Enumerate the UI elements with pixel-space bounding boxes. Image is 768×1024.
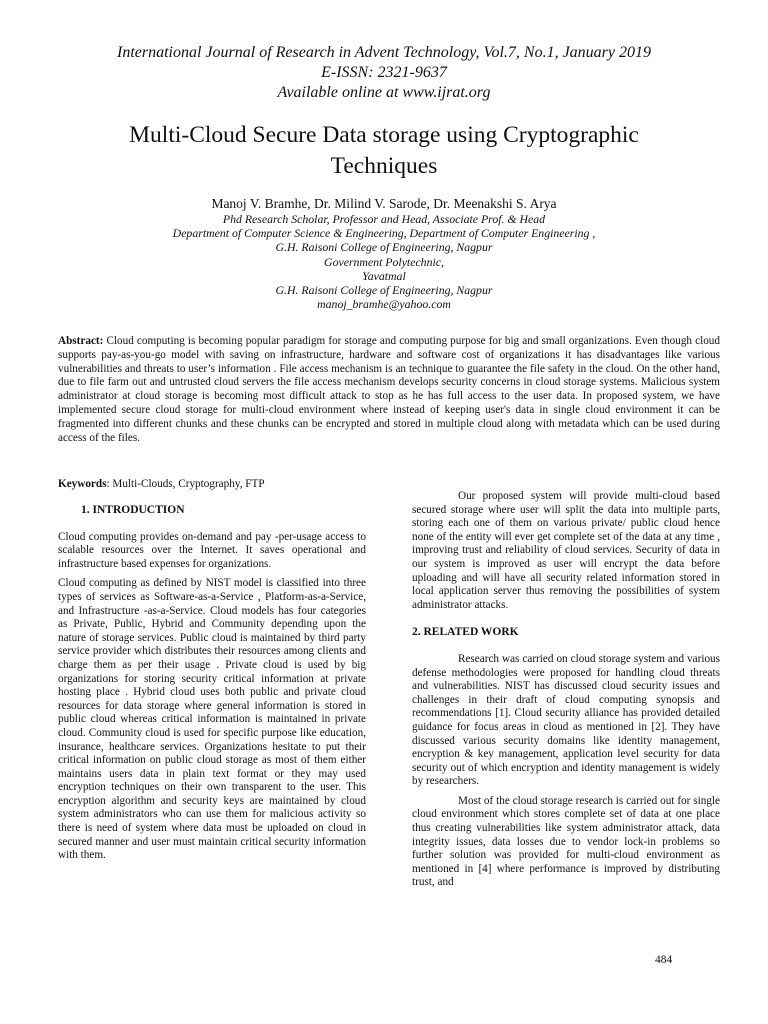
section-heading-introduction: 1. INTRODUCTION: [81, 504, 185, 516]
section-heading-related-work: 2. RELATED WORK: [412, 626, 519, 639]
abstract-text: Cloud computing is becoming popular paradigm for storage and computing purpose for big and small organizations. Even though cloud supports pay-as-you-go model with saving on infrastructure, hardware and software cost of organizations it has disadvantages like various vulnerabilities and threats to user’s information . File access mechanism is an technique to guarantee the file safety in the cloud. On the other hand, due to file farm out and untrusted cloud servers the file access mechanism develops security concerns in cloud storage systems. Malicious system administrator at cloud storage is becoming most difficult attack to stop as he has full access to the user data. In proposed system, we have implemented secure cloud storage for multi-cloud environment where instead of keeping user's data in single cloud environment it can be fragmented into different chunks and these chunks can be encrypted and stored in multiple cloud along with metadata which can be used during access of the files.: [58, 335, 720, 444]
paper-title: [60, 120, 708, 182]
related-work-paragraph-2: Most of the cloud storage research is carried out for single cloud environment which stores complete set of data at one place thus creating vulnerabilities like system administrator attack, data integrity issues, data losses due to vendor lock-in problems so further solution was provided for multi-cloud environment as mentioned in [4] where performance is improved by distributing trust, and: [412, 794, 720, 889]
author-email: manoj_bramhe@yahoo.com: [317, 297, 451, 312]
keywords: [58, 477, 720, 491]
affiliation-college-2: G.H. Raisoni College of Engineering, Nagpur: [275, 283, 493, 298]
abstract: [58, 335, 720, 445]
journal-issn: E-ISSN: 2321-9637: [321, 64, 447, 81]
right-column: [412, 490, 720, 896]
intro-paragraph-1: Cloud computing provides on-demand and pay -per-usage access to scalable resources over the Internet. It saves operational and infrastructure based expenses for organizations.: [58, 530, 366, 570]
related-work-paragraph-1: Research was carried on cloud storage system and various defense methodologies were proposed for handling cloud threats and vulnerabilities. NIST has discussed cloud security issues and challenges in their draft of cloud computing synopsis and recommendations [1]. Cloud security alliance has provided detailed guidance for focus areas in cloud as mentioned in [2]. They have discussed various security domains like identity management, encryption & key management, application level security for data security out of which encryption and identity management is widely by researchers.: [412, 652, 720, 788]
journal-citation: International Journal of Research in Advent Technology, Vol.7, No.1, January 2019: [116, 44, 651, 61]
keywords-text: : Multi-Clouds, Cryptography, FTP: [106, 478, 265, 490]
left-column: [58, 504, 366, 869]
affiliation-departments: Department of Computer Science & Engineering, Department of Computer Engineering ,: [172, 226, 596, 241]
paper-title-line2: Techniques: [330, 153, 438, 179]
journal-header: [0, 43, 768, 103]
affiliation-polytechnic: Government Polytechnic,: [324, 254, 444, 269]
keywords-label: Keywords: [58, 478, 107, 490]
abstract-label: Abstract:: [58, 335, 104, 347]
affiliation-roles: Phd Research Scholar, Professor and Head, Associate Prof. & Head: [222, 212, 546, 226]
intro-paragraph-2: Cloud computing as defined by NIST model is classified into three types of services as Software-as-a-Service , Platform-as-a-Service, and Infrastructure -as-a-Service. Cloud models has four categories as Private, Public, Hybrid and Community depending upon the nature of storage services. Public cloud is maintained by third party service provider which distributes their resources among clients and charge them as per their usage . Private cloud is used by big organizations for storing security critical information at private hosting place . Hybrid cloud uses both public and private cloud resources for data storage where general information is stored in public cloud whereas critical information is maintained in private cloud. Community cloud is used for specific purpose like education, insurance, healthcare services. Organizations hesitate to put their critical information on public cloud storage as most of them either maintains users data in plain text format or they may used encryption techniques on their own transparent to the user. This encryption algorithm and security keys are maintained by cloud system administrators who can use them for malicious activity so there is need of system where data must be uploaded on cloud in secured manner and user must maintain critical security information with them.: [58, 577, 366, 862]
proposed-system-paragraph: Our proposed system will provide multi-cloud based secured storage where user will split the data into multiple parts, storing each one of them on various private/ public cloud hence none of the entity will ever get complete set of the data at any time , improving trust and reliability of cloud services. Security of data in our system is improved as user will encrypt the data before uploading and will have all security related information stored in local application server thus removing the possibilities of system administrator attacks.: [412, 490, 720, 611]
authors-block: [40, 196, 728, 311]
affiliation-college-1: G.H. Raisoni College of Engineering, Nagpur: [275, 240, 493, 255]
page-number: 484: [655, 954, 673, 966]
journal-website: Available online at www.ijrat.org: [277, 84, 491, 101]
affiliation-city: Yavatmal: [362, 268, 406, 283]
paper-title-line1: Multi-Cloud Secure Data storage using Cryptographic: [129, 122, 639, 148]
author-names: Manoj V. Bramhe, Dr. Milind V. Sarode, Dr. Meenakshi S. Arya: [211, 196, 557, 211]
